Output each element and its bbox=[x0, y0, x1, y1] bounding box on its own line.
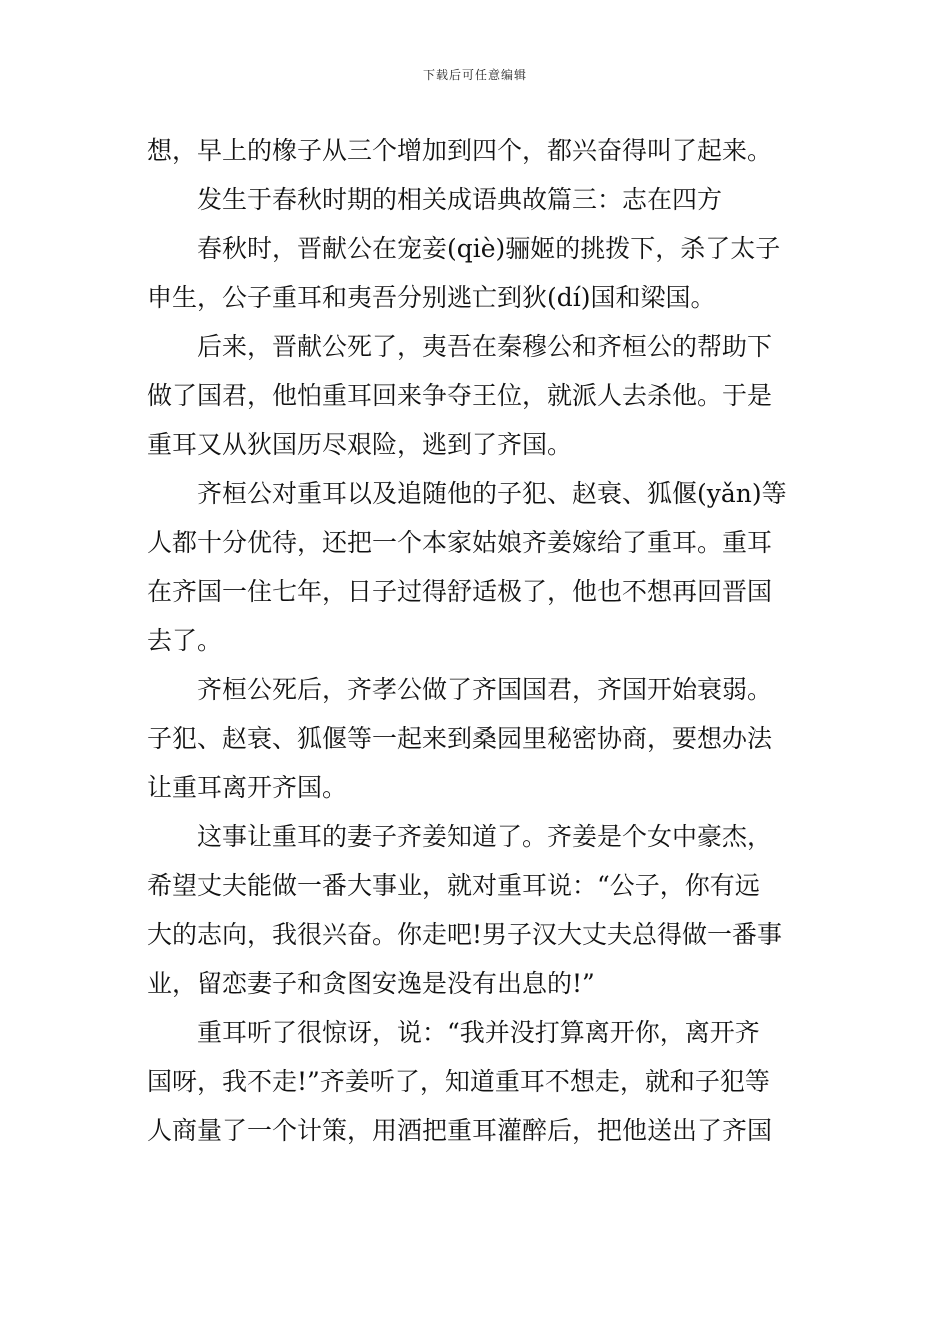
text-line: 希望丈夫能做一番大事业，就对重耳说：“公子，你有远 bbox=[147, 871, 760, 900]
text-line: 想，早上的橡子从三个增加到四个，都兴奋得叫了起来。 bbox=[147, 136, 773, 165]
text-line: 业，留恋妻子和贪图安逸是没有出息的!” bbox=[147, 969, 595, 998]
text-line: 春秋时，晋献公在宠妾(qiè)骊姬的挑拨下，杀了太子 bbox=[197, 234, 781, 263]
text-line: 去了。 bbox=[147, 626, 223, 655]
text-line: 重耳又从狄国历尽艰险，逃到了齐国。 bbox=[147, 430, 573, 459]
text-line: 在齐国一住七年，日子过得舒适极了，他也不想再回晋国 bbox=[147, 577, 773, 606]
text-line: 做了国君，他怕重耳回来争夺王位，就派人去杀他。于是 bbox=[147, 381, 773, 410]
document-body bbox=[147, 126, 809, 1155]
text-line: 人商量了一个计策，用酒把重耳灌醉后，把他送出了齐国 bbox=[147, 1116, 773, 1145]
text-line: 子犯、赵衰、狐偃等一起来到桑园里秘密协商，要想办法 bbox=[147, 724, 773, 753]
text-line: 让重耳离开齐国。 bbox=[147, 773, 348, 802]
page-header: 下载后可任意编辑 bbox=[422, 68, 527, 82]
text-line: 齐桓公对重耳以及追随他的子犯、赵衰、狐偃(yǎn)等 bbox=[197, 479, 787, 508]
text-line: 这事让重耳的妻子齐姜知道了。齐姜是个女中豪杰， bbox=[197, 822, 773, 851]
text-line: 重耳听了很惊讶，说：“我并没打算离开你，离开齐 bbox=[197, 1018, 760, 1047]
section-title: 发生于春秋时期的相关成语典故篇三：志在四方 bbox=[197, 185, 723, 214]
text-line: 齐桓公死后，齐孝公做了齐国国君，齐国开始衰弱。 bbox=[197, 675, 773, 704]
text-line: 人都十分优待，还把一个本家姑娘齐姜嫁给了重耳。重耳 bbox=[147, 528, 773, 557]
text-line: 大的志向，我很兴奋。你走吧!男子汉大丈夫总得做一番事 bbox=[147, 920, 783, 949]
text-line: 国呀，我不走!”齐姜听了，知道重耳不想走，就和子犯等 bbox=[147, 1067, 770, 1096]
text-line: 申生，公子重耳和夷吾分别逃亡到狄(dí)国和梁国。 bbox=[147, 283, 716, 312]
text-line: 后来，晋献公死了，夷吾在秦穆公和齐桓公的帮助下 bbox=[197, 332, 773, 361]
